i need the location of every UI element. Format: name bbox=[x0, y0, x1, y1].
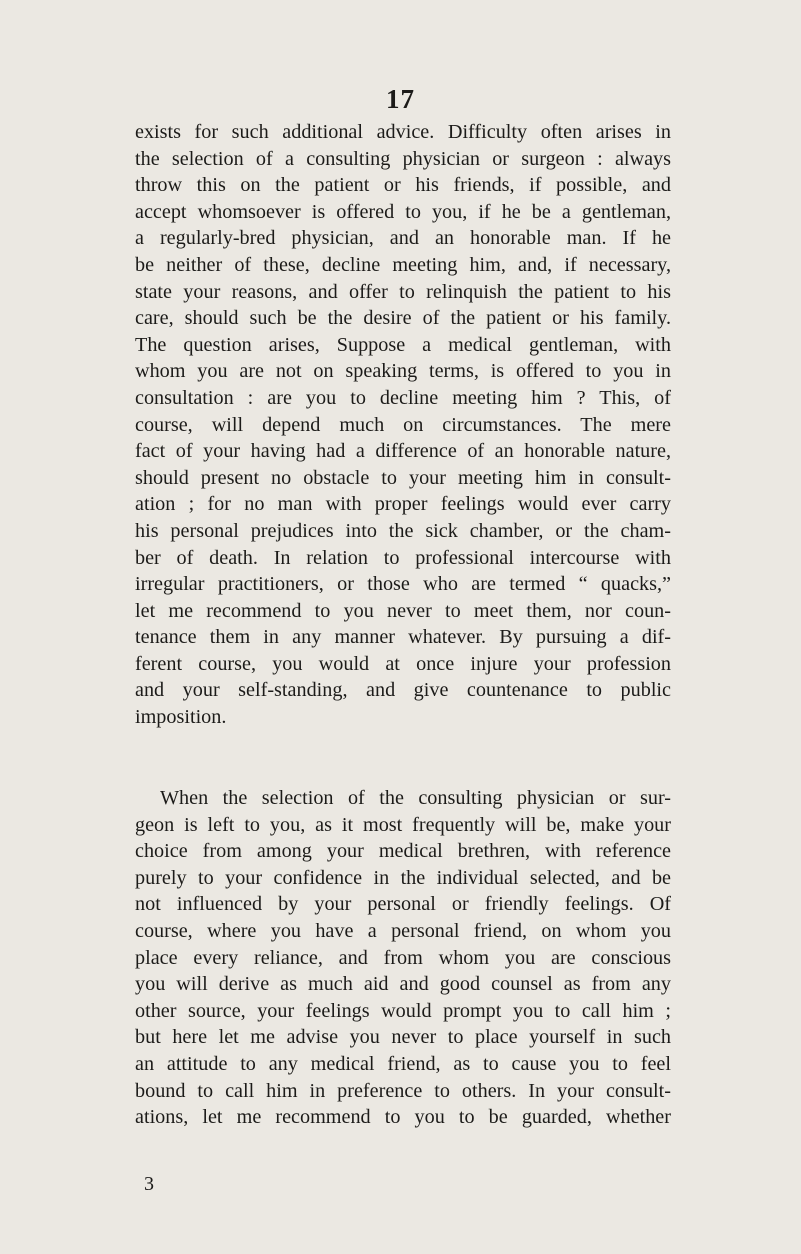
text-line: ation ; for no man with proper feelings would ever carry bbox=[135, 493, 671, 516]
text-line: whom you are not on speaking terms, is offered to you in bbox=[135, 360, 671, 383]
paragraph-2 bbox=[135, 785, 671, 1131]
text-line: course, will depend much on circumstances. The mere bbox=[135, 413, 671, 436]
text-line: imposition. bbox=[135, 706, 227, 729]
text-line: accept whomsoever is offered to you, if he be a gentleman, bbox=[135, 200, 671, 223]
text-line: exists for such additional advice. Difficulty often arises in bbox=[135, 121, 671, 143]
text-line: geon is left to you, as it most frequently will be, make your bbox=[135, 813, 671, 836]
paragraph-1 bbox=[135, 119, 671, 731]
text-line: tenance them in any manner whatever. By pursuing a dif- bbox=[135, 626, 671, 649]
text-line: place every reliance, and from whom you are conscious bbox=[135, 946, 671, 969]
text-line: you will derive as much aid and good counsel as from any bbox=[135, 973, 671, 996]
text-line: bound to call him in preference to others. In your consult- bbox=[135, 1079, 671, 1102]
text-line: should present no obstacle to your meeting him in consult- bbox=[135, 466, 671, 489]
text-line: an attitude to any medical friend, as to cause you to feel bbox=[135, 1052, 671, 1075]
text-line: the selection of a consulting physician or surgeon : always bbox=[135, 147, 671, 170]
text-line: other source, your feelings would prompt you to call him ; bbox=[135, 999, 671, 1022]
text-line: and your self-standing, and give countenance to public bbox=[135, 679, 671, 702]
text-line: course, where you have a personal friend, on whom you bbox=[135, 919, 671, 942]
text-line: purely to your confidence in the individual selected, and be bbox=[135, 866, 671, 889]
text-line: ferent course, you would at once injure your profession bbox=[135, 652, 671, 675]
text-line: ations, let me recommend to you to be guarded, whether bbox=[135, 1106, 671, 1129]
text-line: consultation : are you to decline meeting him ? This, of bbox=[135, 386, 671, 409]
text-line: his personal prejudices into the sick chamber, or the cham- bbox=[135, 519, 671, 542]
text-line: throw this on the patient or his friends, if possible, and bbox=[135, 174, 671, 197]
text-line: let me recommend to you never to meet them, nor coun- bbox=[135, 599, 671, 622]
text-line: care, should such be the desire of the patient or his family. bbox=[135, 307, 671, 330]
text-line: When the selection of the consulting physician or sur- bbox=[160, 787, 671, 809]
signature-mark: 3 bbox=[144, 1173, 154, 1195]
text-line: The question arises, Suppose a medical gentleman, with bbox=[135, 333, 671, 356]
text-line: a regularly-bred physician, and an honorable man. If he bbox=[135, 227, 671, 250]
text-line: choice from among your medical brethren, with reference bbox=[135, 840, 671, 863]
text-line: fact of your having had a difference of an honorable nature, bbox=[135, 440, 671, 463]
text-line: be neither of these, decline meeting him, and, if necessary, bbox=[135, 253, 671, 276]
page-number: 17 bbox=[386, 84, 415, 114]
text-line: not influenced by your personal or friendly feelings. Of bbox=[135, 893, 671, 916]
text-line: but here let me advise you never to place yourself in such bbox=[135, 1026, 671, 1049]
text-line: state your reasons, and offer to relinquish the patient to his bbox=[135, 280, 671, 303]
text-line: ber of death. In relation to professional intercourse with bbox=[135, 546, 671, 569]
text-line: irregular practitioners, or those who are termed “ quacks,” bbox=[135, 573, 671, 596]
